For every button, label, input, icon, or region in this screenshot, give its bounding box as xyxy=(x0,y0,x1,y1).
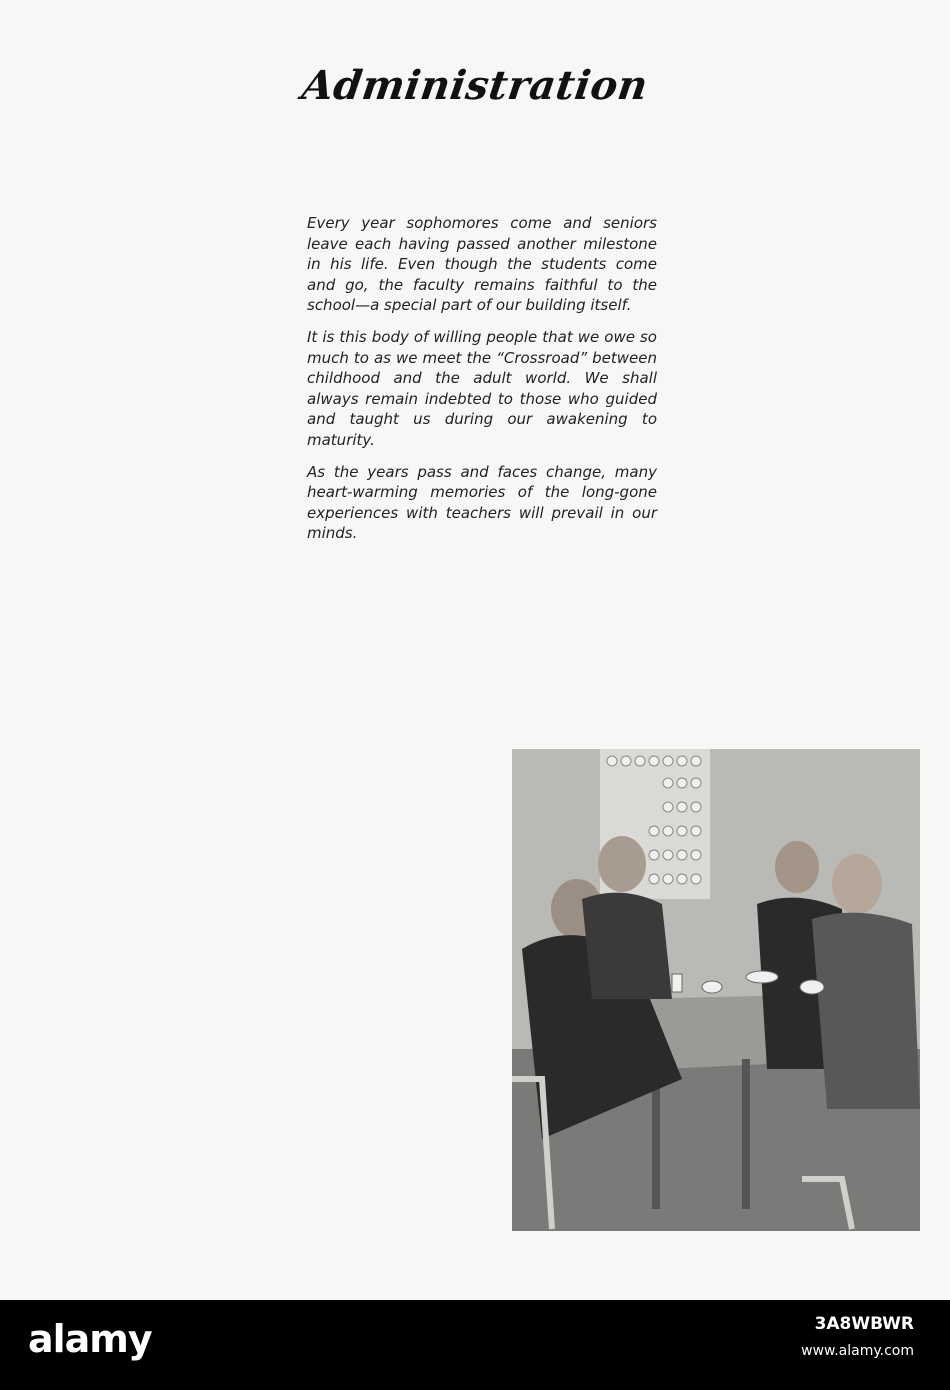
alamy-logo: alamy xyxy=(28,1317,152,1361)
photo-illustration xyxy=(512,749,920,1231)
page-title: Administration xyxy=(299,62,651,109)
paragraph-3: As the years pass and faces change, many heart-warming memories of the long-gone experiences with teachers will prevail in our minds. xyxy=(307,462,657,543)
intro-text xyxy=(307,213,657,555)
website-label: www.alamy.com xyxy=(801,1343,914,1359)
paragraph-2: It is this body of willing people that we owe so much to as we meet the “Crossroad” between childhood and the adult world. We shall always remain indebted to those who guided and taught us during our awakening to maturity. xyxy=(307,327,657,449)
paragraph-1: Every year sophomores come and seniors leave each having passed another milestone in his life. Even though the students come and go, the faculty remains faithful to the school—a special part of our building itself. xyxy=(307,214,657,315)
image-id-label: 3A8WBWR xyxy=(814,1314,914,1334)
teachers-lunch-photo xyxy=(512,749,920,1231)
